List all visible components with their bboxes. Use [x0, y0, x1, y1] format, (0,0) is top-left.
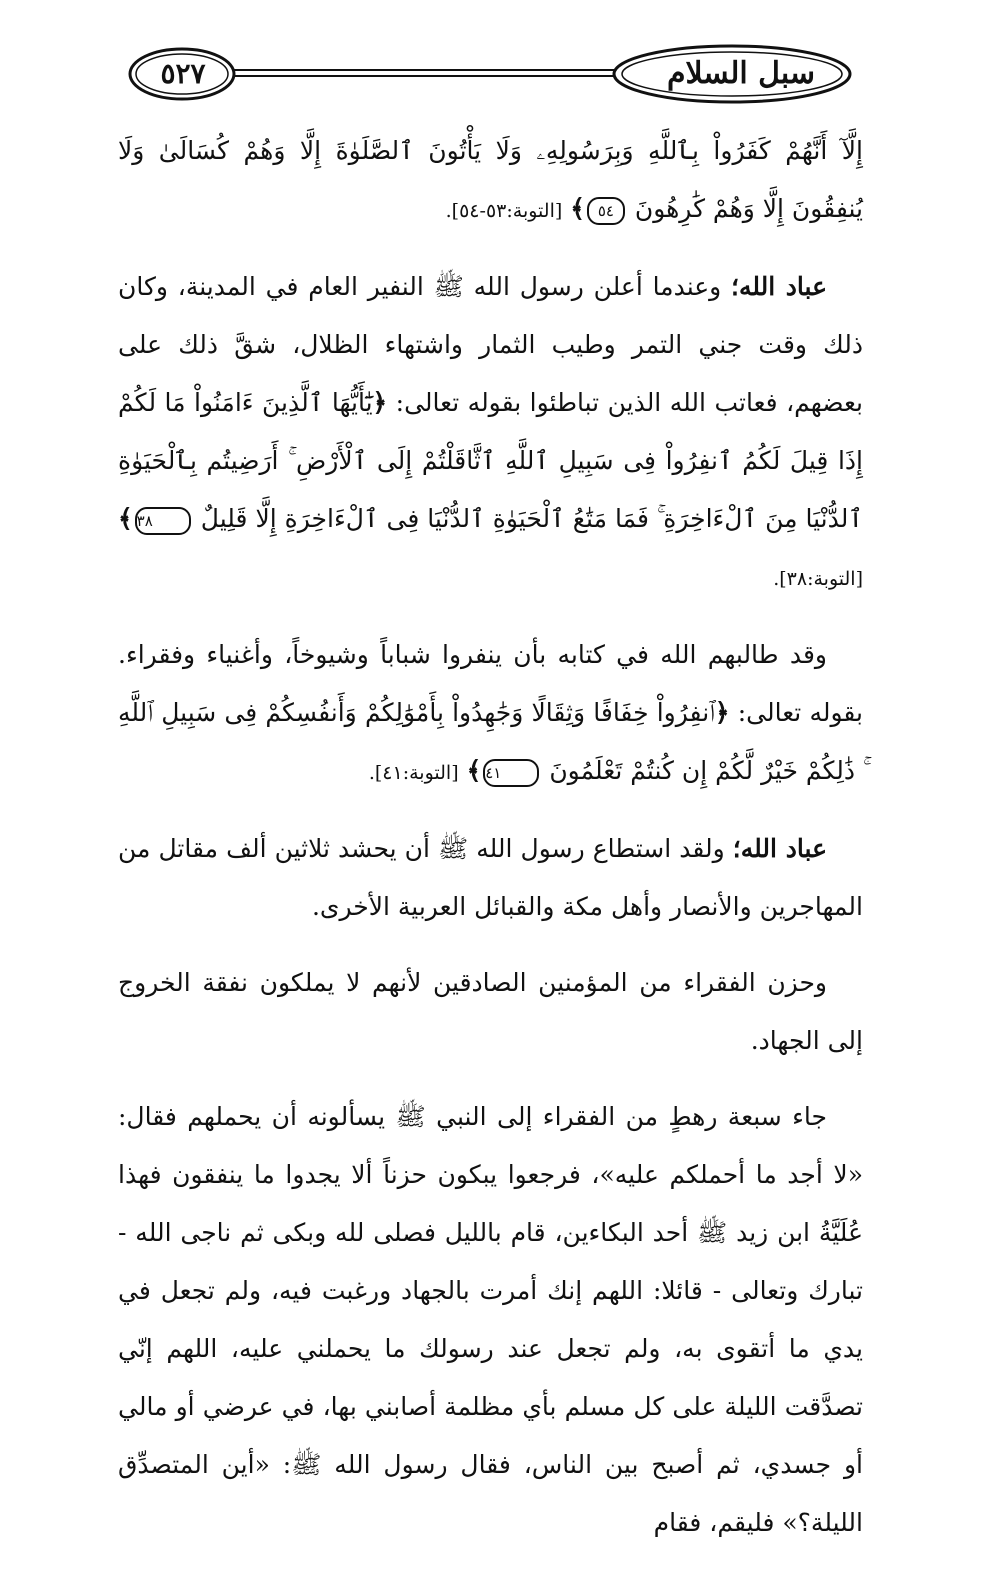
- paragraph-lead: عباد الله؛: [731, 272, 828, 301]
- paragraph-text: وعندما أعلن رسول الله ﷺ النفير العام في المدينة، وكان ذلك وقت جني التمر وطيب الثمار واشتهاء الظلال، شقَّ ذلك على بعضهم، فعاتب الله الذين تباطئوا بقوله تعالى:: [118, 272, 863, 417]
- page-number: ٥٢٧: [160, 57, 206, 90]
- quran-verse: إِلَّآ أَنَّهُمْ كَفَرُواْ بِٱللَّهِ وَبِرَسُولِهِۦ وَلَا يَأْتُونَ ٱلصَّلَوٰةَ إِلَّا وَهُمْ كُسَالَىٰ وَلَا يُنفِقُونَ إِلَّا وَهُمْ كَٰرِهُونَ: [118, 136, 863, 223]
- verse-reference: [التوبة:٥٣-٥٤].: [445, 200, 563, 222]
- quran-verse: ٱنفِرُواْ خِفَافًا وَثِقَالًا وَجَٰهِدُواْ بِأَمْوَٰلِكُمْ وَأَنفُسِكُمْ فِى سَبِيلِ ٱللَّهِ ۚ ذَٰلِكُمْ خَيْرٌ لَّكُمْ إِن كُنتُمْ تَعْلَمُونَ: [118, 698, 863, 785]
- paragraph-5: [118, 954, 863, 1070]
- page-body: [118, 122, 863, 1570]
- running-title: سبل السلام: [666, 56, 816, 91]
- verse-reference: [التوبة:٤١].: [368, 762, 459, 784]
- paragraph-1: [118, 122, 863, 240]
- ayah-number-marker: ٣٨: [135, 507, 191, 535]
- ayah-number-marker: ٥٤: [587, 197, 625, 225]
- verse-reference: [التوبة:٣٨].: [773, 568, 863, 590]
- close-bracket: ﴾: [466, 756, 482, 785]
- paragraph-2: [118, 258, 863, 608]
- ayah-number-marker: ٤١: [483, 759, 539, 787]
- paragraph-3: [118, 626, 863, 802]
- paragraph-lead: عباد الله؛: [732, 834, 827, 863]
- page-header: [120, 40, 860, 112]
- close-bracket: ﴾: [570, 194, 585, 223]
- paragraph-text: وحزن الفقراء من المؤمنين الصادقين لأنهم لا يملكون نفقة الخروج إلى الجهاد.: [118, 968, 863, 1055]
- paragraph-4: [118, 820, 863, 936]
- paragraph-text: ولقد استطاع رسول الله ﷺ أن يحشد ثلاثين ألف مقاتل من المهاجرين والأنصار وأهل مكة والقبائل العربية الأخرى.: [118, 834, 863, 921]
- paragraph-text: جاء سبعة رهطٍ من الفقراء إلى النبي ﷺ يسألونه أن يحملهم فقال: «لا أجد ما أحملكم عليه»، فرجعوا يبكون حزناً ألا يجدوا ما ينفقون فهذا عُلَيَّةُ ابن زيد ﷺ أحد البكاءين، قام بالليل فصلى لله وبكى ثم ناجى الله - تبارك وتعالى - قائلا: اللهم إنك أمرت بالجهاد ورغبت فيه، ولم تجعل في يدي ما أتقوى به، ولم تجعل عند رسولك ما يحملني عليه، اللهم إنّي تصدَّقت الليلة على كل مسلم بأي مظلمة أصابني بها، في عرضي أو مالي أو جسدي، ثم أصبح بين الناس، فقال رسول الله ﷺ: «أين المتصدِّق الليلة؟» فليقم، فقام: [118, 1102, 863, 1537]
- paragraph-text: وقد طالبهم الله في كتابه بأن ينفروا شباباً وشيوخاً، وأغنياء وفقراء. بقوله تعالى:: [118, 640, 863, 727]
- close-bracket: ﴾: [118, 504, 133, 533]
- open-bracket: ﴿: [714, 698, 730, 727]
- open-bracket: ﴿: [372, 388, 388, 417]
- paragraph-6: [118, 1088, 863, 1552]
- quran-verse: يَٰٓأَيُّهَا ٱلَّذِينَ ءَامَنُواْ مَا لَكُمْ إِذَا قِيلَ لَكُمُ ٱنفِرُواْ فِى سَبِيلِ ٱللَّهِ ٱثَّاقَلْتُمْ إِلَى ٱلْأَرْضِ ۚ أَرَضِيتُم بِٱلْحَيَوٰةِ ٱلدُّنْيَا مِنَ ٱلْءَاخِرَةِ ۚ فَمَا مَتَٰعُ ٱلْحَيَوٰةِ ٱلدُّنْيَا فِى ٱلْءَاخِرَةِ إِلَّا قَلِيلٌ: [118, 388, 864, 533]
